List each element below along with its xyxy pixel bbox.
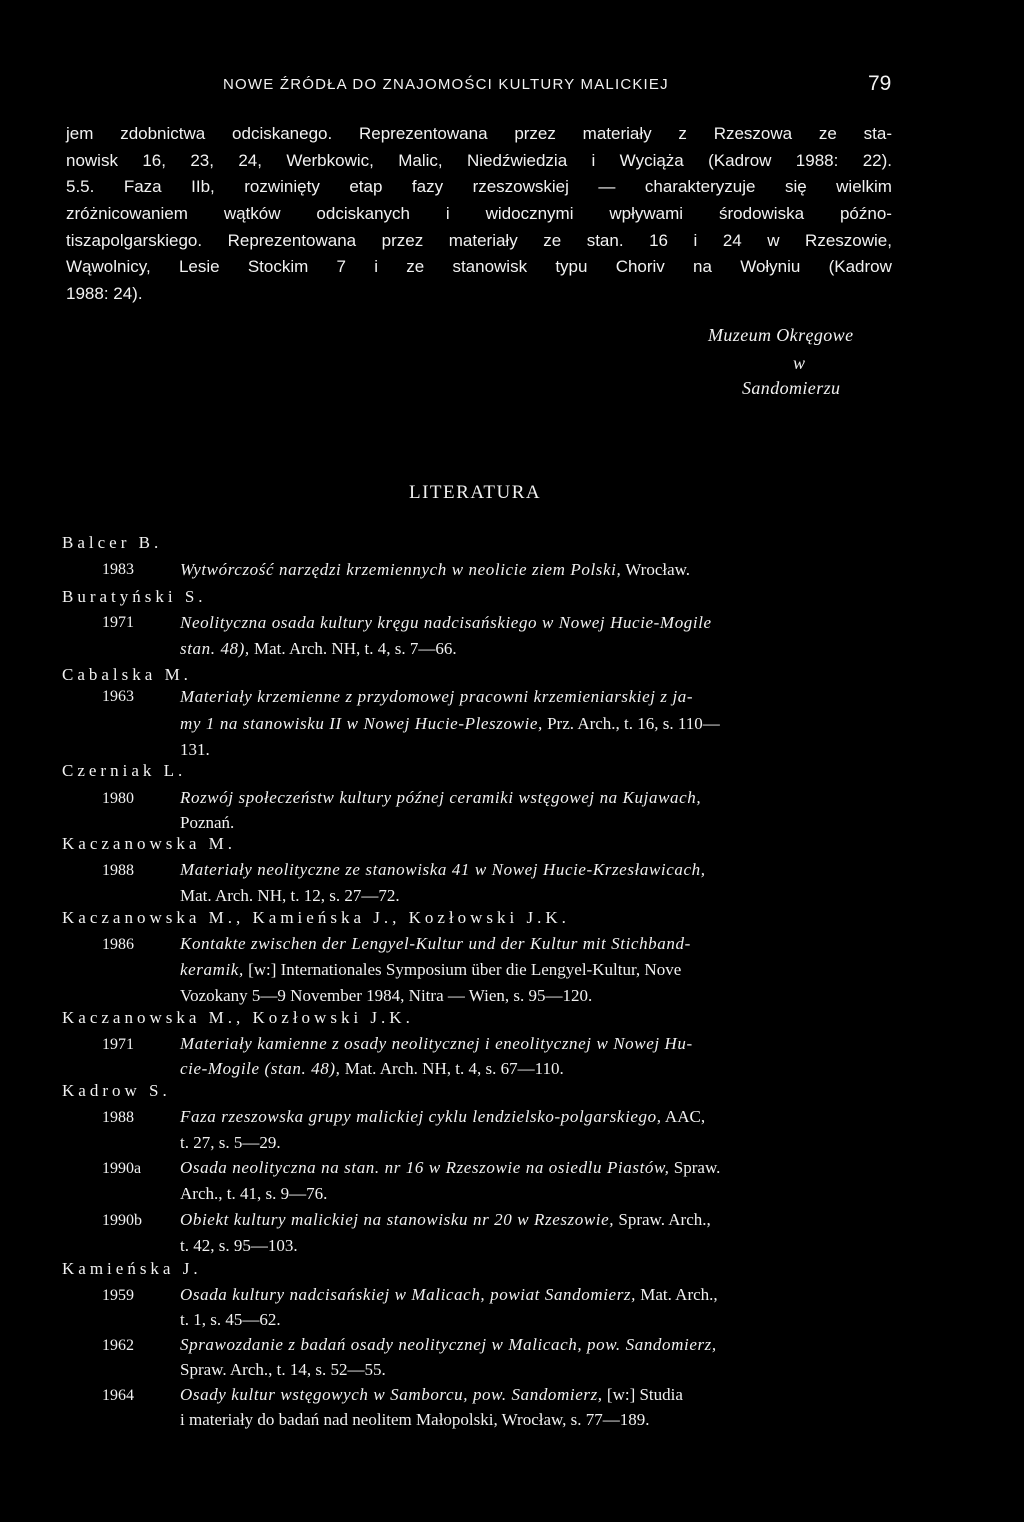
bib-entry-line: cie-Mogile (stan. 48), Mat. Arch. NH, t. 4, s. 67—110. <box>180 1059 564 1078</box>
bib-entry-line: Osada neolityczna na stan. nr 16 w Rzeszowie na osiedlu Piastów, Spraw. <box>180 1158 721 1177</box>
bib-year: 1988 <box>102 862 134 879</box>
bib-author: Kaczanowska M., Kozłowski J.K. <box>62 1008 414 1027</box>
bib-entry-line: t. 42, s. 95—103. <box>180 1236 298 1255</box>
body-line: 1988: 24). <box>66 284 143 304</box>
bib-entry-line: my 1 na stanowisku II w Nowej Hucie-Pleszowie, Prz. Arch., t. 16, s. 110— <box>180 714 720 733</box>
body-line: nowisk 16, 23, 24, Werbkowic, Malic, Niedźwiedzia i Wyciąża (Kadrow 1988: 22). <box>66 150 892 170</box>
bib-entry-line: i materiały do badań nad neolitem Małopolski, Wrocław, s. 77—189. <box>180 1410 650 1429</box>
bib-entry-line: Faza rzeszowska grupy malickiej cyklu lendzielsko-polgarskiego, AAC, <box>180 1107 706 1126</box>
body-line: tiszapolgarskiego. Reprezentowana przez materiały ze stan. 16 i 24 w Rzeszowie, <box>66 230 892 250</box>
bib-year: 1962 <box>102 1337 134 1354</box>
bib-year: 1971 <box>102 614 134 631</box>
bib-year: 1986 <box>102 936 134 953</box>
bib-year: 1964 <box>102 1387 134 1404</box>
bib-author: Kaczanowska M. <box>62 834 237 853</box>
page-header <box>0 72 1024 100</box>
bib-entry-line: Vozokany 5—9 November 1984, Nitra — Wien, s. 95—120. <box>180 986 593 1005</box>
bib-year: 1963 <box>102 688 134 705</box>
bib-year: 1990b <box>102 1212 142 1229</box>
signature-preposition: w <box>793 353 806 373</box>
bib-author: Kadrow S. <box>62 1081 171 1100</box>
bib-entry-line: t. 27, s. 5—29. <box>180 1133 281 1152</box>
bib-entry-line: 131. <box>180 740 210 759</box>
body-line: zróżnicowaniem wątków odciskanych i widocznymi wpływami środowiska późno- <box>66 204 892 224</box>
bib-author: Cabalska M. <box>62 665 192 684</box>
bib-year: 1971 <box>102 1036 134 1053</box>
page-number: 79 <box>868 72 892 95</box>
bib-author: Kaczanowska M., Kamieńska J., Kozłowski J.K. <box>62 908 570 927</box>
body-line: 5.5. Faza IIb, rozwinięty etap fazy rzeszowskiej — charakteryzuje się wielkim <box>66 177 892 197</box>
bib-entry-line: Rozwój społeczeństw kultury późnej ceramiki wstęgowej na Kujawach, <box>180 788 702 807</box>
bib-entry-line: Osada kultury nadcisańskiej w Malicach, powiat Sandomierz, Mat. Arch., <box>180 1285 718 1304</box>
bib-year: 1990a <box>102 1160 142 1177</box>
bib-entry-line: Mat. Arch. NH, t. 12, s. 27—72. <box>180 886 400 905</box>
bib-entry-line: Kontakte zwischen der Lengyel-Kultur und der Kultur mit Stichband- <box>180 934 691 953</box>
bib-year: 1988 <box>102 1109 134 1126</box>
bib-entry-line: Materiały kamienne z osady neolitycznej i eneolitycznej w Nowej Hu- <box>180 1034 693 1053</box>
bib-entry-line: Poznań. <box>180 813 235 832</box>
bib-entry-line: Osady kultur wstęgowych w Samborcu, pow. Sandomierz, [w:] Studia <box>180 1385 683 1404</box>
signature-city: Sandomierzu <box>742 378 841 398</box>
signature-institution: Muzeum Okręgowe <box>708 325 854 345</box>
body-line: jem zdobnictwa odciskanego. Reprezentowana przez materiały z Rzeszowa ze sta- <box>66 124 892 143</box>
body-line: Wąwolnicy, Lesie Stockim 7 i ze stanowisk typu Choriv na Wołyniu (Kadrow <box>66 257 892 277</box>
bib-year: 1959 <box>102 1287 134 1304</box>
running-head: NOWE ŹRÓDŁA DO ZNAJOMOŚCI KULTURY MALICKIEJ <box>223 76 669 93</box>
bib-entry-line: Spraw. Arch., t. 14, s. 52—55. <box>180 1360 386 1379</box>
bib-year: 1980 <box>102 790 134 807</box>
bib-entry-line: Obiekt kultury malickiej na stanowisku nr 20 w Rzeszowie, Spraw. Arch., <box>180 1210 711 1229</box>
bib-author: Balcer B. <box>62 533 163 552</box>
bib-entry-line: Arch., t. 41, s. 9—76. <box>180 1184 328 1203</box>
bib-entry-line: Sprawozdanie z badań osady neolitycznej w Malicach, pow. Sandomierz, <box>180 1335 717 1354</box>
bib-entry-line: Neolityczna osada kultury kręgu nadcisańskiego w Nowej Hucie-Mogile <box>180 613 712 632</box>
bib-author: Kamieńska J. <box>62 1259 202 1278</box>
literature-heading: LITERATURA <box>409 482 542 503</box>
bib-entry-line: stan. 48), Mat. Arch. NH, t. 4, s. 7—66. <box>180 639 457 658</box>
bib-author: Czerniak L. <box>62 761 187 780</box>
bib-entry-line: Materiały krzemienne z przydomowej pracowni krzemieniarskiej z ja- <box>180 687 694 706</box>
bib-entry-line: keramik, [w:] Internationales Symposium über die Lengyel-Kultur, Nove <box>180 960 682 979</box>
bib-year: 1983 <box>102 561 134 578</box>
bib-entry-line: Materiały neolityczne ze stanowiska 41 w Nowej Hucie-Krzesławicach, <box>180 860 706 879</box>
bib-author: Buratyński S. <box>62 587 207 606</box>
body-paragraphs <box>66 121 892 308</box>
bib-entry-line: t. 1, s. 45—62. <box>180 1310 281 1329</box>
bib-entry-line: Wytwórczość narzędzi krzemiennych w neolicie ziem Polski, Wrocław. <box>180 560 691 579</box>
